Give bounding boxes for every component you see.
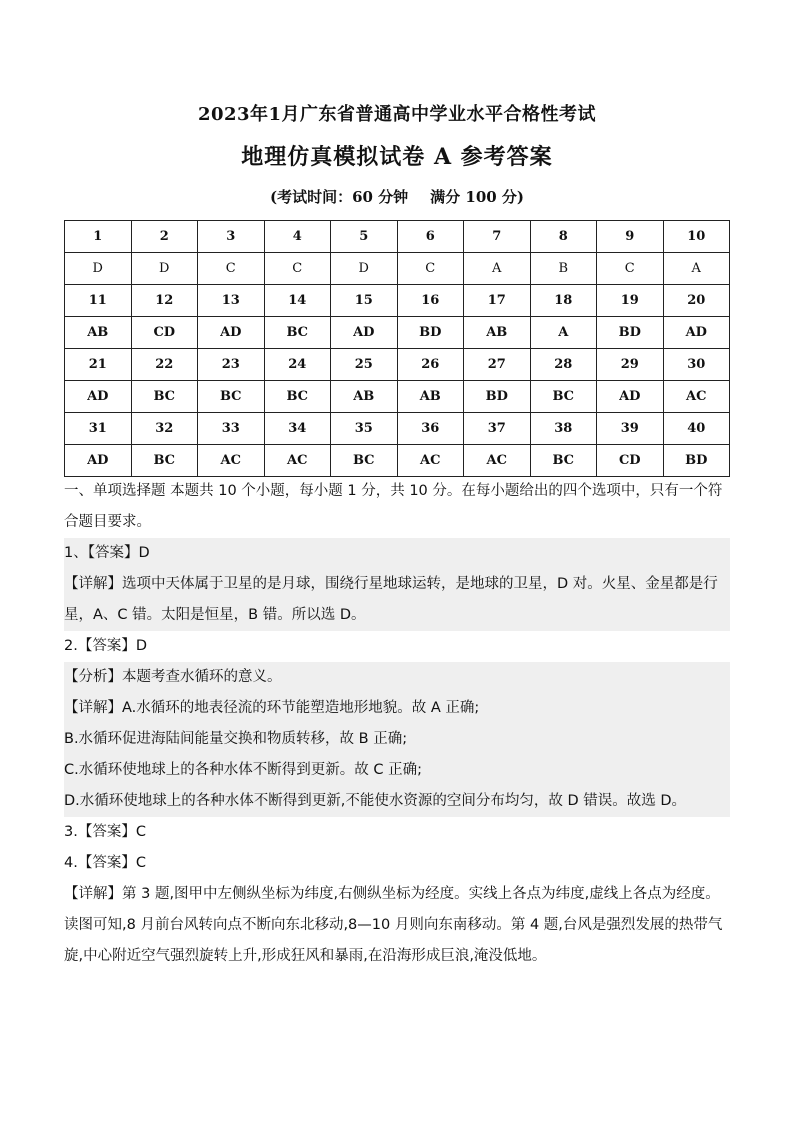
answer-cell: AD — [65, 445, 132, 477]
question-number-cell: 6 — [397, 221, 464, 253]
exam-title: 2023年1月广东省普通高中学业水平合格性考试 — [197, 104, 597, 125]
answer-cell: AC — [264, 445, 331, 477]
answer-cell: AD — [597, 381, 664, 413]
question-number-cell: 1 — [65, 221, 132, 253]
answer-cell: BD — [397, 317, 464, 349]
q2-answer: 2.【答案】D — [64, 638, 147, 654]
q2-detail-b: B.水循环促进海陆间能量交换和物质转移，故 B 正确; — [64, 731, 408, 747]
answer-cell: CD — [131, 317, 198, 349]
question-number-cell: 35 — [331, 413, 398, 445]
question-number-cell: 20 — [663, 285, 730, 317]
answer-cell: AB — [65, 317, 132, 349]
answer-cell: AD — [198, 317, 265, 349]
answer-cell: C — [264, 253, 331, 285]
answer-cell: A — [464, 253, 531, 285]
question-number-cell: 24 — [264, 349, 331, 381]
question-number-cell: 18 — [530, 285, 597, 317]
answer-cell: AB — [464, 317, 531, 349]
answer-cell: AB — [331, 381, 398, 413]
answer-cell: AC — [464, 445, 531, 477]
question-number-cell: 39 — [597, 413, 664, 445]
question-number-cell: 32 — [131, 413, 198, 445]
question-number-cell: 11 — [65, 285, 132, 317]
question-number-cell: 16 — [397, 285, 464, 317]
question-number-cell: 37 — [464, 413, 531, 445]
table-row-numbers — [65, 285, 730, 317]
section-title: 一、单项选择题 本题共 10 个小题，每小题 1 分，共 10 分。在每小题给出的四个选项中，只有一个符合题目要求。 — [64, 483, 723, 530]
table-row-answers — [65, 445, 730, 477]
question-number-cell: 22 — [131, 349, 198, 381]
answer-cell: BC — [131, 445, 198, 477]
q2-block — [64, 662, 730, 817]
question-number-cell: 28 — [530, 349, 597, 381]
question-number-cell: 27 — [464, 349, 531, 381]
answer-cell: AD — [65, 381, 132, 413]
exam-score: 满分 100 分) — [430, 188, 525, 206]
q1-answer: 1、【答案】D — [64, 545, 150, 561]
answer-cell: D — [131, 253, 198, 285]
exam-time: (考试时间：60 分钟 — [269, 188, 409, 206]
q3-answer: 3.【答案】C — [64, 824, 146, 840]
answer-cell: BC — [264, 381, 331, 413]
question-number-cell: 33 — [198, 413, 265, 445]
q34-detail: 【详解】第 3 题,图甲中左侧纵坐标为纬度,右侧纵坐标为经度。实线上各点为纬度,虚线上各点为经度。读图可知,8 月前台风转向点不断向东北移动,8—10 月则向东南移动。第 4 题,台风是强烈发展的热带气旋,中心附近空气强烈旋转上升,形成狂风和暴雨,在沿海形成巨浪,淹没低地。 — [64, 886, 723, 964]
answer-explanations — [64, 476, 730, 972]
question-number-cell: 8 — [530, 221, 597, 253]
question-number-cell: 5 — [331, 221, 398, 253]
question-number-cell: 40 — [663, 413, 730, 445]
answer-cell: C — [597, 253, 664, 285]
question-number-cell: 17 — [464, 285, 531, 317]
q1-block — [64, 538, 730, 631]
q2-detail-d: D.水循环使地球上的各种水体不断得到更新,不能使水资源的空间分布均匀，故 D 错误。故选 D。 — [64, 793, 687, 809]
q1-detail: 【详解】选项中天体属于卫星的是月球，围绕行星地球运转，是地球的卫星，D 对。火星、金星都是行星，A、C 错。太阳是恒星，B 错。所以选 D。 — [64, 576, 718, 623]
answer-cell: AC — [397, 445, 464, 477]
answer-cell: AD — [331, 317, 398, 349]
question-number-cell: 36 — [397, 413, 464, 445]
answer-cell: BC — [530, 445, 597, 477]
answer-cell: A — [663, 253, 730, 285]
question-number-cell: 29 — [597, 349, 664, 381]
table-row-answers — [65, 317, 730, 349]
answer-cell: A — [530, 317, 597, 349]
question-number-cell: 34 — [264, 413, 331, 445]
answer-cell: BC — [331, 445, 398, 477]
question-number-cell: 19 — [597, 285, 664, 317]
answer-cell: AC — [663, 381, 730, 413]
answer-cell: D — [331, 253, 398, 285]
answer-cell: AD — [663, 317, 730, 349]
table-row-numbers — [65, 349, 730, 381]
question-number-cell: 4 — [264, 221, 331, 253]
q4-answer: 4.【答案】C — [64, 855, 146, 871]
answer-cell: BC — [131, 381, 198, 413]
answer-cell: BD — [464, 381, 531, 413]
answer-cell: D — [65, 253, 132, 285]
question-number-cell: 2 — [131, 221, 198, 253]
question-number-cell: 14 — [264, 285, 331, 317]
answer-cell: AB — [397, 381, 464, 413]
question-number-cell: 30 — [663, 349, 730, 381]
answer-cell: B — [530, 253, 597, 285]
answer-cell: BD — [663, 445, 730, 477]
answer-cell: BC — [198, 381, 265, 413]
answer-table — [64, 220, 730, 477]
q2-detail-c: C.水循环使地球上的各种水体不断得到更新。故 C 正确; — [64, 762, 422, 778]
table-row-answers — [65, 253, 730, 285]
question-number-cell: 31 — [65, 413, 132, 445]
table-row-answers — [65, 381, 730, 413]
answer-cell: BC — [264, 317, 331, 349]
question-number-cell: 7 — [464, 221, 531, 253]
question-number-cell: 26 — [397, 349, 464, 381]
table-row-numbers — [65, 413, 730, 445]
q2-analysis: 【分析】本题考查水循环的意义。 — [64, 669, 282, 685]
answer-cell: C — [198, 253, 265, 285]
answer-cell: C — [397, 253, 464, 285]
exam-info — [0, 186, 794, 207]
answer-cell: BC — [530, 381, 597, 413]
question-number-cell: 15 — [331, 285, 398, 317]
question-number-cell: 10 — [663, 221, 730, 253]
question-number-cell: 23 — [198, 349, 265, 381]
exam-subtitle: 地理仿真模拟试卷 A 参考答案 — [241, 144, 553, 170]
answer-cell: BD — [597, 317, 664, 349]
question-number-cell: 9 — [597, 221, 664, 253]
question-number-cell: 13 — [198, 285, 265, 317]
question-number-cell: 38 — [530, 413, 597, 445]
question-number-cell: 12 — [131, 285, 198, 317]
answer-cell: CD — [597, 445, 664, 477]
question-number-cell: 25 — [331, 349, 398, 381]
q2-detail-a: 【详解】A.水循环的地表径流的环节能塑造地形地貌。故 A 正确; — [64, 700, 480, 716]
question-number-cell: 21 — [65, 349, 132, 381]
question-number-cell: 3 — [198, 221, 265, 253]
answer-cell: AC — [198, 445, 265, 477]
table-row-numbers — [65, 221, 730, 253]
